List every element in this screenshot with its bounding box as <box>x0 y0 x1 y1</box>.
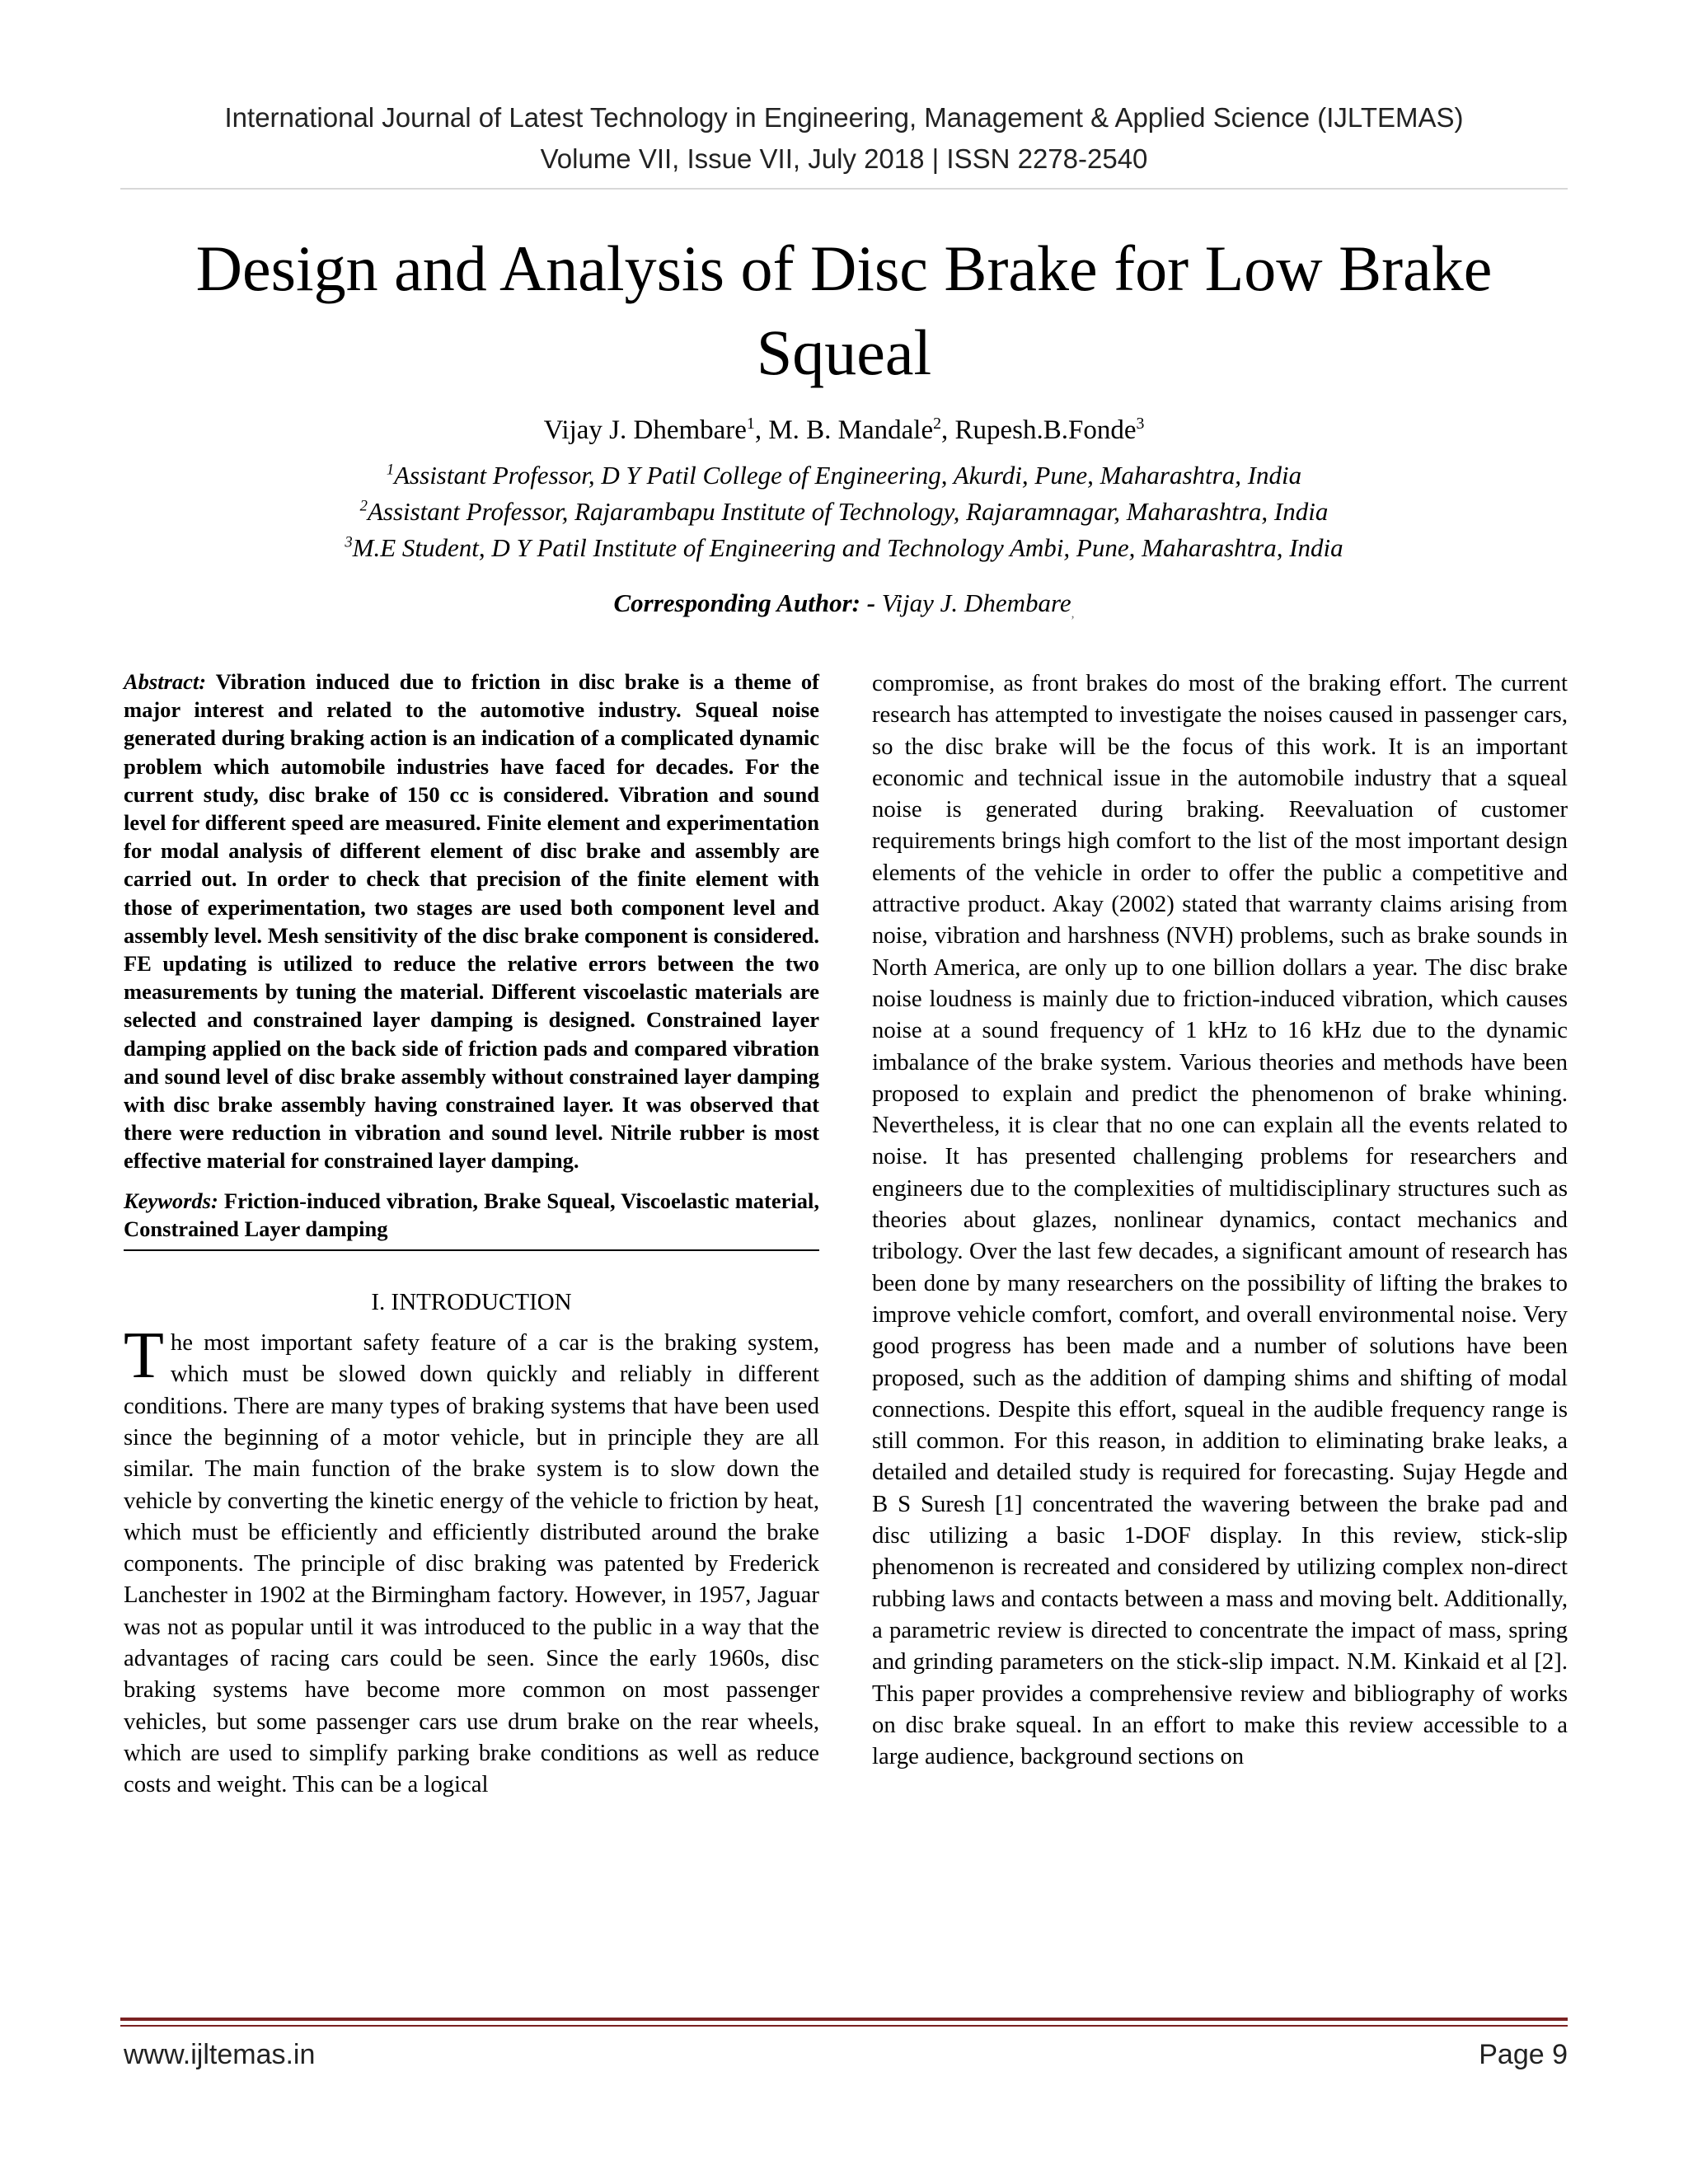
affiliation <box>120 457 1568 494</box>
intro-text: he most important safety feature of a car is the braking system, which must be slowed down quickly and reliably in different conditions. There are many types of braking systems that have been used since the beginning of a motor vehicle, but in principle they are all similar. The main function of the brake system is to slow down the vehicle by converting the kinetic energy of the vehicle to friction by heat, which must be efficiently and efficiently distributed around the brake components. The principle of disc braking was patented by Frederick Lanchester in 1902 at the Birmingham factory. However, in 1957, Jaguar was not as popular until it was introduced to the public in a way that the advantages of racing cars could be seen. Since the early 1960s, disc braking systems have become more common on most passenger vehicles, but some passenger cars use drum brake on the rear wheels, which are used to simplify parking brake conditions as well as reduce costs and weight. This can be a logical <box>124 1329 819 1798</box>
abstract-text: Vibration induced due to friction in disc brake is a theme of major interest and related to the automotive industry. Squeal noise generated during braking action is an indication of a complicated dynamic problem which automobile industries have faced for decades. For the current study, disc brake of 150 cc is considered. Vibration and sound level for different speed are measured. Finite element and experimentation for modal analysis of different element of disc brake and assembly are carried out. In order to check that precision of the finite element with those of experimentation, two stages are used both component level and assembly level. Mesh sensitivity of the disc brake component is considered. FE updating is utilized to reduce the relative errors between the two measurements by tuning the material. Different viscoelastic materials are selected and constrained layer damping is designed. Constrained layer damping applied on the back side of friction pads and compared vibration and sound level of disc brake assembly without constrained layer damping with disc brake assembly having constrained layer. It was observed that there were reduction in vibration and sound level. Nitrile rubber is most effective material for constrained layer damping. <box>124 669 819 1174</box>
affiliation <box>120 494 1568 530</box>
title-line-1: Design and Analysis of Disc Brake for Low Brake <box>195 232 1493 304</box>
header-divider <box>120 188 1568 190</box>
corresponding-mark: , <box>1071 607 1075 621</box>
author-separator: , <box>754 415 769 445</box>
section-heading: I. INTRODUCTION <box>371 1289 572 1316</box>
journal-name: International Journal of Latest Technology in Engineering, Management & Applied Science (IJLTEMAS) <box>224 102 1464 133</box>
author-list <box>120 414 1568 447</box>
keywords-label: Keywords: <box>124 1188 218 1213</box>
affiliation-list <box>120 457 1568 566</box>
title-line-2: Squeal <box>756 316 932 388</box>
affiliation-sup: 1 <box>386 461 395 479</box>
keywords <box>124 1187 819 1251</box>
paper-title <box>120 227 1568 395</box>
author-sup: 2 <box>933 415 942 433</box>
corresponding-label: Corresponding Author: - <box>613 588 876 617</box>
author-name: Vijay J. Dhembare <box>543 415 747 445</box>
abstract <box>124 668 819 1175</box>
journal-header <box>0 97 1688 180</box>
affiliation <box>120 530 1568 566</box>
journal-volume: Volume VII, Issue VII, July 2018 | ISSN 2278-2540 <box>540 143 1148 174</box>
affiliation-text: M.E Student, D Y Patil Institute of Engineering and Technology Ambi, Pune, Maharashtra, India <box>352 533 1343 562</box>
page-number: Page 9 <box>1479 2039 1568 2070</box>
author-name: M. B. Mandale <box>768 415 934 445</box>
affiliation-text: Assistant Professor, Rajarambapu Institute of Technology, Rajaramnagar, Maharashtra, India <box>367 497 1329 526</box>
right-column <box>872 668 1568 1772</box>
author-sup: 1 <box>746 415 755 433</box>
keywords-text: Friction-induced vibration, Brake Squeal, Viscoelastic material, Constrained Layer damping <box>124 1188 819 1241</box>
footer-divider-thick <box>120 2018 1568 2021</box>
author-sup: 3 <box>1136 415 1145 433</box>
intro-paragraph <box>124 1319 819 1800</box>
affiliation-sup: 2 <box>359 497 368 515</box>
abstract-label: Abstract: <box>124 669 207 694</box>
author-separator: , <box>941 415 955 445</box>
author-name: Rupesh.B.Fonde <box>954 415 1137 445</box>
corresponding-author <box>120 587 1568 630</box>
footer-website-link[interactable]: www.ijltemas.in <box>124 2039 316 2070</box>
affiliation-text: Assistant Professor, D Y Patil College of Engineering, Akurdi, Pune, Maharashtra, India <box>394 461 1302 490</box>
left-column <box>124 668 819 1801</box>
body-paragraph: compromise, as front brakes do most of the braking effort. The current research has attempted to investigate the noises caused in passenger cars, so the disc brake will be the focus of this work. It is an important economic and technical issue in the automobile industry that a squeal noise is generated during braking. Reevaluation of customer requirements brings high comfort to the list of the most important design elements of the vehicle in order to offer the public a competitive and attractive product. Akay (2002) stated that warranty claims arising from noise, vibration and harshness (NVH) problems, such as brake sounds in North America, are only up to one billion dollars a year. The disc brake noise loudness is mainly due to friction-induced vibration, which causes noise at a sound frequency of 1 kHz to 16 kHz due to the dynamic imbalance of the brake system. Various theories and methods have been proposed to explain and predict the phenomenon of brake whining. Nevertheless, it is clear that no one can explain all the events related to noise. It has presented challenging problems for researchers and engineers due to the complexities of multidisciplinary structures such as theories about glazes, nonlinear dynamics, contact mechanics and tribology. Over the last few decades, a significant amount of research has been done by many researchers on the possibility of lifting the brakes to improve vehicle comfort, comfort, and overall environmental noise. Very good progress has been made and a number of solutions have been proposed, such as the addition of damping shims and shifting of modal connections. Despite this effort, squeal in the audible frequency range is still common. For this reason, in addition to eliminating brake leaks, a detailed and detailed study is required for forecasting. Sujay Hegde and B S Suresh [1] concentrated the wavering between the brake pad and disc utilizing a basic 1-DOF display. In this review, stick-slip phenomenon is recreated and considered by utilizing complex non-direct rubbing laws and contacts between a mass and moving belt. Additionally, a parametric review is directed to concentrate the impact of mass, spring and grinding parameters on the stick-slip impact. N.M. Kinkaid et al [2]. This paper provides a comprehensive review and bibliography of works on disc brake squeal. In an effort to make this review accessible to a large audience, background sections on <box>872 670 1568 1770</box>
corresponding-name: Vijay J. Dhembare <box>875 588 1071 617</box>
footer-divider-thin <box>120 2025 1568 2027</box>
drop-cap: T <box>124 1319 164 1393</box>
affiliation-sup: 3 <box>345 533 353 551</box>
